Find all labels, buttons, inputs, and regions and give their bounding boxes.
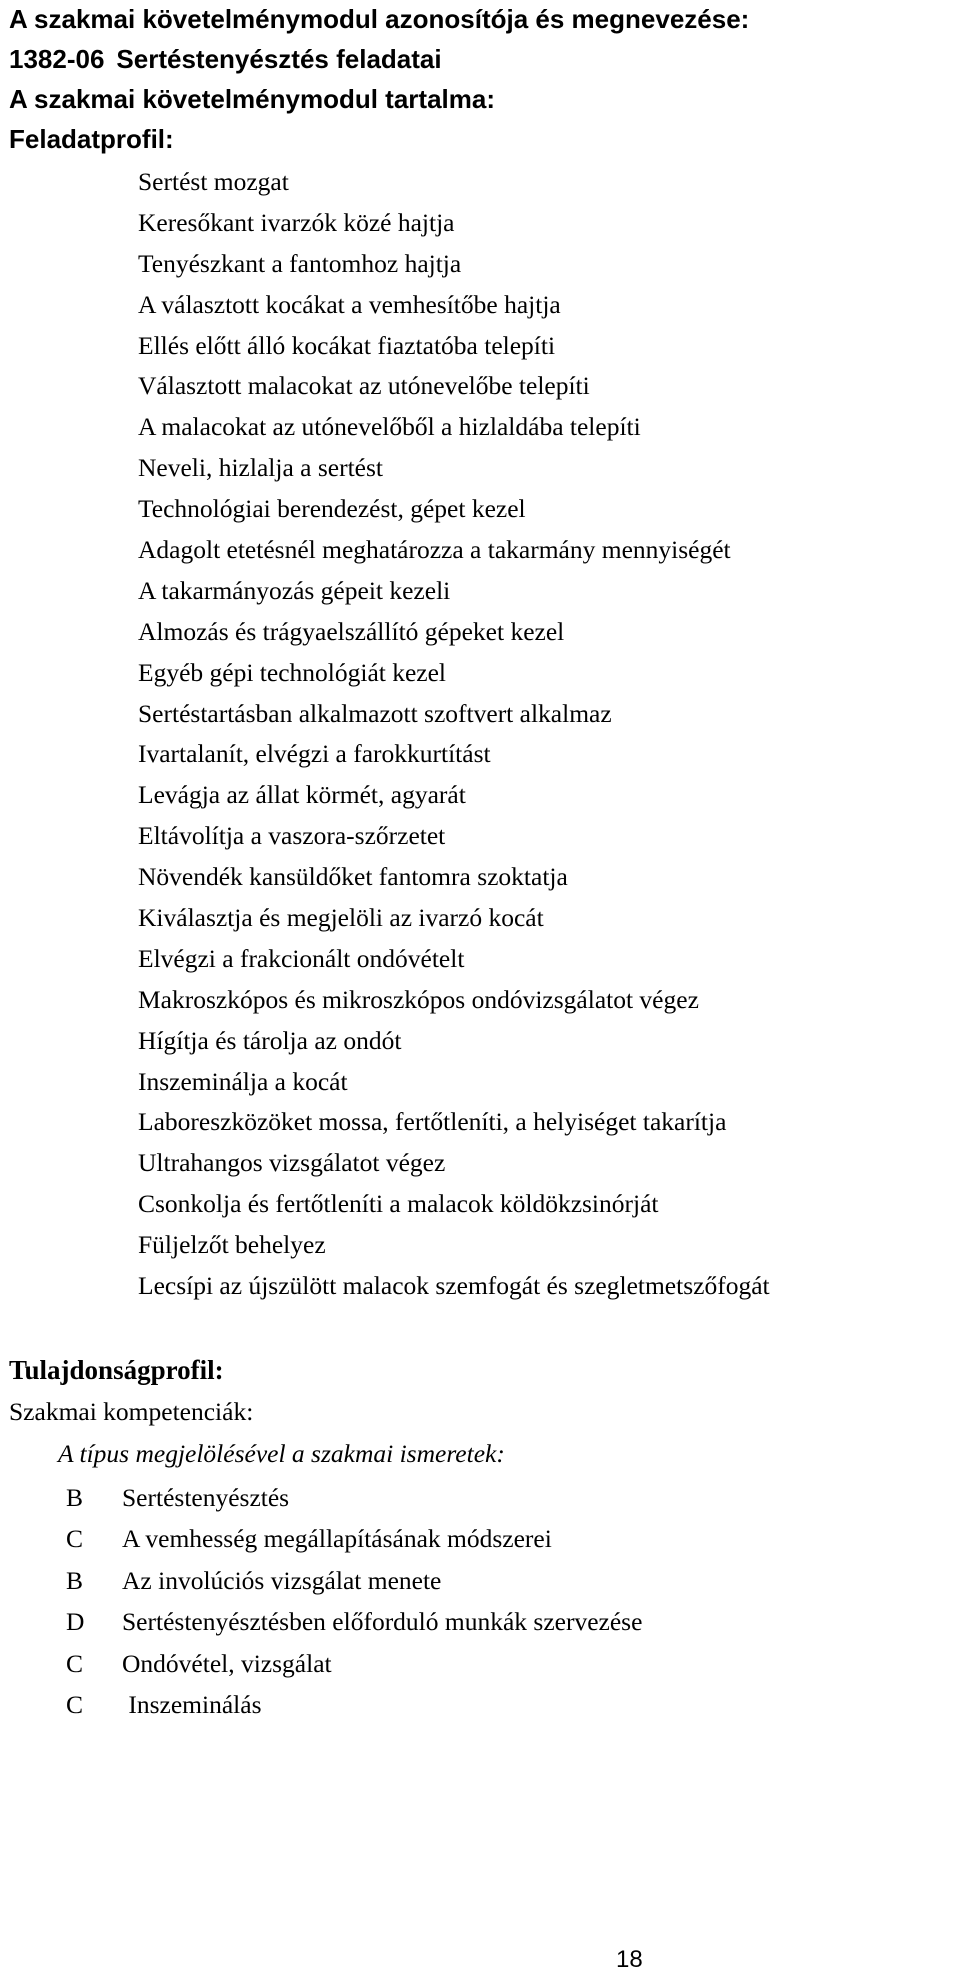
task-item: Csonkolja és fertőtleníti a malacok köldökzsinórját: [138, 1189, 659, 1219]
competency-item: [66, 1684, 642, 1725]
module-number: 1382-06: [9, 44, 105, 74]
competency-list: [66, 1477, 642, 1725]
page-number: 18: [616, 1946, 643, 1973]
competency-type: B: [66, 1483, 84, 1512]
task-item: Egyéb gépi technológiát kezel: [138, 657, 447, 687]
task-item: Növendék kansüldőket fantomra szoktatja: [138, 862, 568, 892]
task-item: A választott kocákat a vemhesítőbe hajtja: [138, 289, 561, 319]
competency-item: [66, 1643, 642, 1684]
property-profile-title: Tulajdonságprofil:: [9, 1355, 224, 1385]
task-item: Ellés előtt álló kocákat fiaztatóba telepíti: [138, 330, 556, 360]
module-identifier: [9, 44, 442, 74]
task-item: A malacokat az utónevelőből a hizlaldába telepíti: [138, 412, 641, 442]
task-item: Választott malacokat az utónevelőbe telepíti: [138, 371, 590, 401]
task-item: Elvégzi a frakcionált ondóvételt: [138, 943, 465, 973]
task-item: Makroszkópos és mikroszkópos ondóvizsgálatot végez: [138, 984, 699, 1014]
competency-item: [66, 1477, 642, 1518]
competencies-label: Szakmai kompetenciák:: [9, 1397, 254, 1426]
competency-type: B: [66, 1565, 84, 1595]
competency-text: Az involúciós vizsgálat menete: [122, 1565, 442, 1595]
competency-text: Inszeminálás: [122, 1689, 262, 1719]
competency-item: [66, 1560, 642, 1601]
task-item: Inszeminálja a kocát: [138, 1066, 348, 1096]
competency-text: Ondóvétel, vizsgálat: [122, 1648, 332, 1678]
competency-type: C: [66, 1524, 84, 1554]
competency-type: C: [66, 1648, 84, 1678]
task-item: Hígítja és tárolja az ondót: [138, 1025, 402, 1055]
task-item: Laboreszközöket mossa, fertőtleníti, a helyiséget takarítja: [138, 1107, 727, 1137]
competency-type: D: [66, 1607, 85, 1637]
competency-text: A vemhesség megállapításának módszerei: [122, 1524, 552, 1554]
module-name: Sertéstenyésztés feladatai: [116, 44, 442, 74]
task-item: Sertéstartásban alkalmazott szoftvert alkalmaz: [138, 698, 612, 728]
competency-type: C: [66, 1689, 84, 1719]
task-item: Tenyészkant a fantomhoz hajtja: [138, 248, 462, 278]
competency-text: Sertéstenyésztésben előforduló munkák szervezése: [122, 1607, 643, 1637]
task-item: Keresőkant ivarzók közé hajtja: [138, 207, 455, 237]
task-profile-title: Feladatprofil:: [9, 124, 174, 154]
task-item: Sertést mozgat: [138, 167, 289, 196]
task-item: Almozás és trágyaelszállító gépeket kezel: [138, 616, 565, 646]
task-item: Eltávolítja a vaszora-szőrzetet: [138, 821, 446, 851]
task-item: Ivartalanít, elvégzi a farokkurtítást: [138, 739, 491, 769]
type-note: A típus megjelölésével a szakmai ismeretek:: [58, 1439, 505, 1468]
module-id-title: A szakmai követelménymodul azonosítója és megnevezése:: [9, 4, 750, 34]
competency-item: [66, 1518, 642, 1559]
task-item: Technológiai berendezést, gépet kezel: [138, 494, 526, 524]
competency-item: [66, 1601, 642, 1642]
competency-text: Sertéstenyésztés: [122, 1483, 290, 1512]
task-item: A takarmányozás gépeit kezeli: [138, 575, 451, 605]
task-item: Ultrahangos vizsgálatot végez: [138, 1148, 446, 1178]
task-item: Kiválasztja és megjelöli az ivarzó kocát: [138, 903, 544, 933]
task-item: Neveli, hizlalja a sertést: [138, 453, 383, 483]
module-content-title: A szakmai követelménymodul tartalma:: [9, 84, 495, 114]
task-item: Levágja az állat körmét, agyarát: [138, 780, 466, 810]
task-item: Füljelzőt behelyez: [138, 1230, 326, 1260]
task-item: Adagolt etetésnél meghatározza a takarmány mennyiségét: [138, 535, 731, 565]
task-item: Lecsípi az újszülött malacok szemfogát és szegletmetszőfogát: [138, 1271, 770, 1301]
task-list: [138, 162, 770, 1307]
